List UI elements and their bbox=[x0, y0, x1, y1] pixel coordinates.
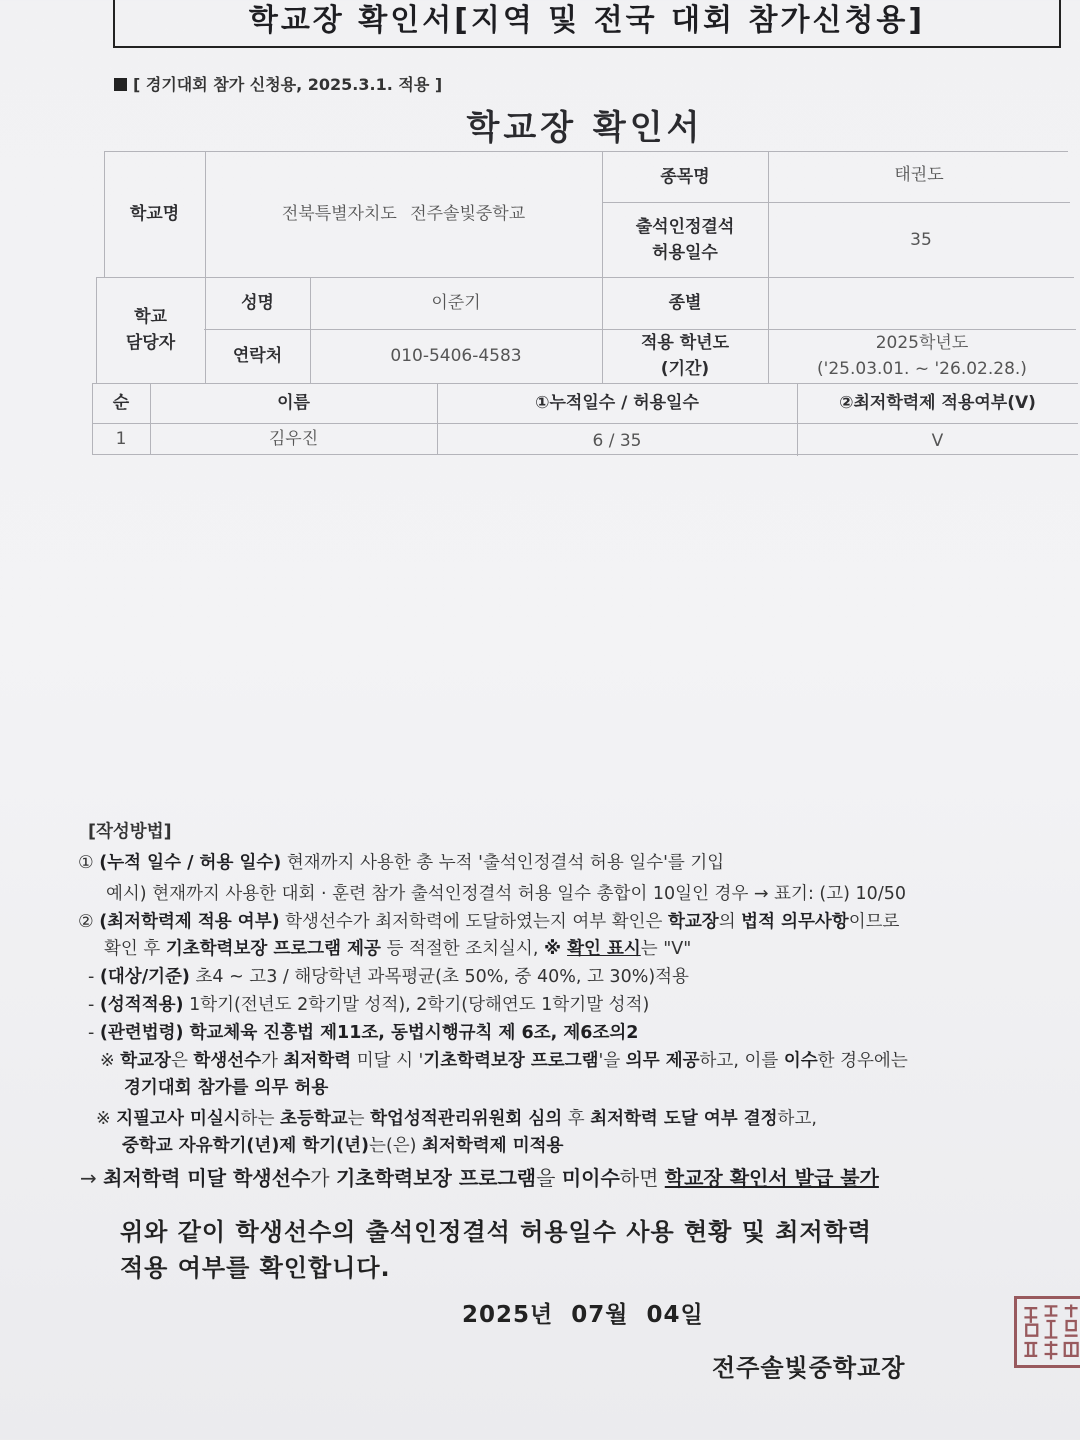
item-text: 1학기(전년도 2학기말 성적), 2학기(당해연도 1학기말 성적) bbox=[183, 995, 650, 1015]
item-title: (누적 일수 / 허용 일수) bbox=[99, 853, 282, 873]
emphasis: 지필고사 미실시 bbox=[116, 1109, 241, 1129]
form-header-title: 학교장 확인서[지역 및 전국 대회 참가신청용] bbox=[113, 0, 1061, 48]
contact-value: 010-5406-4583 bbox=[390, 346, 522, 366]
contact-label: 연락처 bbox=[232, 346, 283, 366]
item-text: 가 bbox=[261, 1051, 284, 1071]
dash: - bbox=[88, 967, 100, 987]
item-text: 을 bbox=[536, 1166, 562, 1190]
item-text: 이므로 bbox=[848, 912, 900, 932]
name-label: 성명 bbox=[241, 293, 274, 313]
item-text: 는 bbox=[347, 1109, 371, 1129]
name-value: 이준기 bbox=[431, 293, 481, 313]
square-bullet-icon bbox=[114, 78, 127, 91]
year-value: 2025학년도 ('25.03.01. ~ '26.02.28.) bbox=[817, 333, 1027, 379]
emphasis: 법적 의무사항 bbox=[741, 912, 849, 932]
year-label: 적용 학년도 (기간) bbox=[640, 333, 730, 379]
item-text: 의 bbox=[718, 912, 742, 932]
emphasis: 최저학력 미달 학생선수 bbox=[103, 1166, 311, 1190]
emphasis: 최저학력 도달 여부 결정 bbox=[590, 1109, 778, 1129]
application-note-text: [ 경기대회 참가 신청용, 2025.3.1. 적용 ] bbox=[133, 75, 443, 94]
row-name: 김우진 bbox=[268, 429, 319, 449]
item-text: 는 "V" bbox=[640, 939, 692, 959]
instructions-heading: [작성방법] bbox=[88, 822, 172, 842]
document-title: 학교장 확인서 bbox=[466, 108, 704, 148]
emphasis: 미이수 bbox=[561, 1166, 620, 1190]
row-no: 1 bbox=[115, 429, 127, 449]
application-note bbox=[114, 72, 442, 95]
instruction-line-4 bbox=[104, 935, 691, 960]
emphasis: 기초학력보장 프로그램 bbox=[423, 1051, 599, 1071]
col-header-name: 이름 bbox=[277, 393, 310, 413]
item-text: 미달 시 ' bbox=[351, 1051, 424, 1071]
emphasis: 학교장 bbox=[667, 912, 719, 932]
emphasis: 학업성적관리위원회 심의 bbox=[370, 1109, 563, 1129]
manager-label: 학교 담당자 bbox=[125, 307, 176, 353]
item-text: 초4 ~ 고3 / 해당학년 과목평균(초 50%, 중 40%, 고 30%)적용 bbox=[189, 967, 689, 987]
confirmation-line-2: 적용 여부를 확인합니다. bbox=[120, 1254, 391, 1282]
col-header-days: ①누적일수 / 허용일수 bbox=[535, 393, 699, 413]
item-text: '을 bbox=[598, 1051, 626, 1071]
allowed-days-label: 출석인정결석 허용일수 bbox=[635, 216, 735, 263]
emphasis: 중학교 자유학기(년)제 학기(년) bbox=[122, 1136, 370, 1156]
item-text: 하는 bbox=[240, 1109, 281, 1129]
col-header-min-academic: ②최저학력제 적용여부(V) bbox=[839, 393, 1036, 413]
item-title: (성적적용) bbox=[99, 995, 184, 1015]
item-text: 은 bbox=[170, 1051, 194, 1071]
item-text: 현재까지 사용한 총 누적 '출석인정결석 허용 일수'를 기입 bbox=[281, 853, 725, 873]
item-title: (관련법령) 학교체육 진흥법 제11조, 동법시행규칙 제 6조, 제6조의2 bbox=[99, 1023, 639, 1043]
school-label: 학교명 bbox=[129, 204, 180, 224]
emphasis-underlined: 확인 표시 bbox=[567, 939, 641, 959]
emphasis: 최저학력제 미적용 bbox=[422, 1136, 564, 1156]
category-value bbox=[768, 277, 1074, 329]
col-header-no: 순 bbox=[112, 393, 130, 413]
issue-date: 2025년 07월 04일 bbox=[462, 1302, 704, 1328]
dash: - bbox=[88, 995, 100, 1015]
item-text: 하고, bbox=[777, 1109, 817, 1129]
signer: 전주솔빛중학교장 bbox=[712, 1354, 906, 1382]
event-value: 태권도 bbox=[894, 165, 944, 185]
instruction-line-1 bbox=[78, 849, 724, 874]
category-label: 종별 bbox=[668, 293, 702, 313]
row-min-academic: V bbox=[931, 430, 944, 451]
item-number: ② bbox=[78, 912, 100, 932]
item-text: 가 bbox=[310, 1166, 336, 1190]
instruction-line-9: 경기대회 참가를 의무 허용 bbox=[124, 1078, 329, 1098]
allowed-days-value: 35 bbox=[910, 229, 932, 250]
emphasis: 학교장 bbox=[120, 1051, 171, 1071]
emphasis: 초등학교 bbox=[280, 1109, 348, 1129]
instruction-line-8 bbox=[100, 1047, 908, 1072]
item-text: 후 bbox=[562, 1109, 591, 1129]
item-text: 한 경우에는 bbox=[817, 1051, 908, 1071]
note-mark: ※ bbox=[96, 1109, 117, 1129]
seal-pattern bbox=[1017, 1299, 1080, 1365]
instruction-line-7 bbox=[88, 1019, 638, 1044]
instruction-line-12 bbox=[80, 1162, 879, 1191]
dash: - bbox=[88, 1023, 100, 1043]
emphasis: 이수 bbox=[783, 1051, 818, 1071]
row-days: 6 / 35 bbox=[592, 430, 642, 451]
item-number: ① bbox=[78, 853, 100, 873]
item-text: 학생선수가 최저학력에 도달하였는지 여부 확인은 bbox=[279, 912, 668, 932]
instruction-line-3 bbox=[78, 908, 899, 933]
emphasis: ※ bbox=[543, 939, 568, 959]
item-title: (최저학력제 적용 여부) bbox=[99, 912, 280, 932]
note-mark: ※ bbox=[100, 1051, 121, 1071]
item-text: 하면 bbox=[619, 1166, 665, 1190]
instruction-line-5 bbox=[88, 963, 689, 988]
instruction-line-10 bbox=[96, 1105, 817, 1130]
instruction-line-2: 예시) 현재까지 사용한 대회 · 훈련 참가 출석인정결석 허용 일수 총합이 10일인 경우 → 표기: (고) 10/50 bbox=[106, 884, 906, 904]
emphasis: 기초학력보장 프로그램 제공 bbox=[165, 939, 381, 959]
item-text: 확인 후 bbox=[104, 939, 166, 959]
emphasis-underlined: 학교장 확인서 발급 불가 bbox=[664, 1166, 879, 1190]
emphasis: 최저학력 bbox=[283, 1051, 352, 1071]
instruction-line-11 bbox=[122, 1132, 563, 1157]
event-label: 종목명 bbox=[660, 166, 710, 187]
school-value: 전북특별자치도 전주솔빛중학교 bbox=[281, 204, 526, 224]
arrow: → bbox=[80, 1166, 104, 1190]
confirmation-line-1: 위와 같이 학생선수의 출석인정결석 허용일수 사용 현황 및 최저학력 bbox=[120, 1218, 872, 1246]
instruction-line-6 bbox=[88, 991, 649, 1016]
school-seal-stamp bbox=[1014, 1296, 1080, 1368]
item-text: 하고, 이를 bbox=[699, 1051, 784, 1071]
emphasis: 학생선수 bbox=[193, 1051, 262, 1071]
item-text: 등 적절한 조치실시, bbox=[380, 939, 544, 959]
item-text: 는(은) bbox=[369, 1136, 423, 1156]
emphasis: 의무 제공 bbox=[625, 1051, 700, 1071]
emphasis: 기초학력보장 프로그램 bbox=[335, 1166, 537, 1190]
item-title: (대상/기준) bbox=[99, 967, 190, 987]
